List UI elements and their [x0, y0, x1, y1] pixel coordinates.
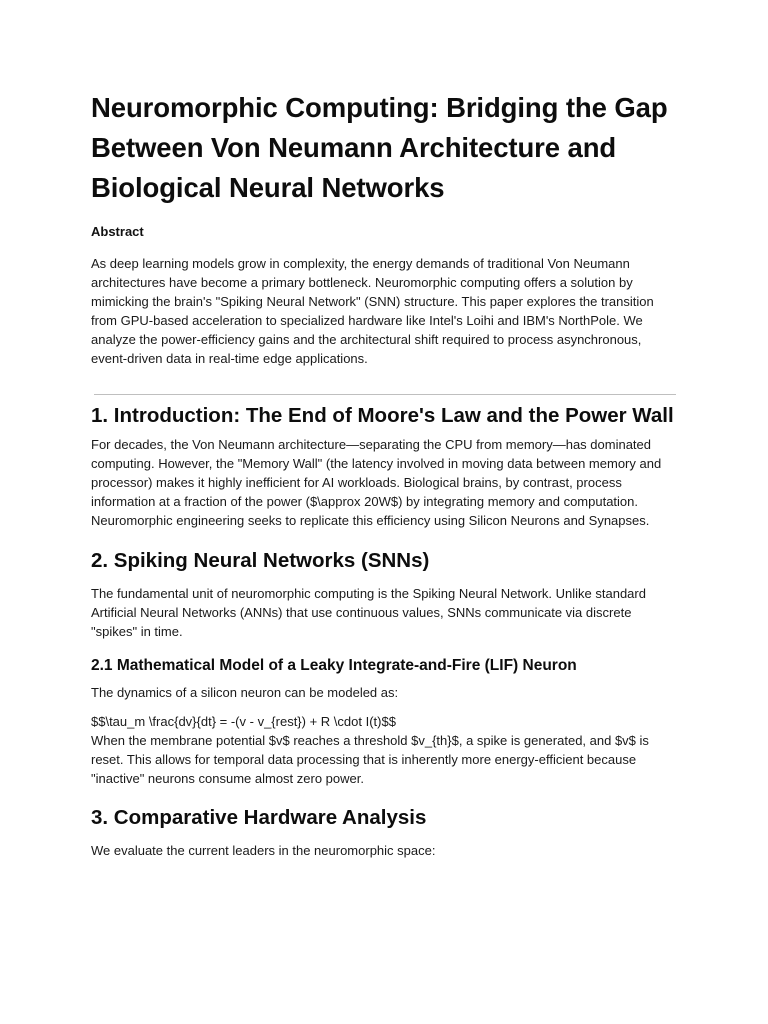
section-divider [94, 394, 676, 395]
section-body-introduction: For decades, the Von Neumann architecture—separating the CPU from memory—has dominated computing. However, the "Memory Wall" (the latency involved in moving data between memory and processor) makes it highly inefficient for AI workloads. Biological brains, by contrast, process information at a fraction of the power ($\approx 20W$) by integrating memory and computation. Neuromorphic engineering seeks to replicate this efficiency using Silicon Neurons and Synapses. [91, 437, 662, 528]
subsection-heading-lif: 2.1 Mathematical Model of a Leaky Integrate-and-Fire (LIF) Neuron [91, 657, 577, 674]
section-heading-hardware: 3. Comparative Hardware Analysis [91, 806, 427, 829]
lif-formula: $$\tau_m \frac{dv}{dt} = -(v - v_{rest}) + R \cdot I(t)$$ [91, 714, 396, 729]
section-heading-snn: 2. Spiking Neural Networks (SNNs) [91, 549, 430, 572]
document-title: Neuromorphic Computing: Bridging the Gap Between Von Neumann Architecture and Biological Neural Networks [91, 92, 668, 203]
section-body-snn: The fundamental unit of neuromorphic computing is the Spiking Neural Network. Unlike standard Artificial Neural Networks (ANNs) that use continuous values, SNNs communicate via discrete "spikes" in time. [91, 586, 646, 639]
subsection-intro-lif: The dynamics of a silicon neuron can be modeled as: [91, 685, 399, 700]
abstract-heading: Abstract [91, 224, 144, 239]
abstract-body: As deep learning models grow in complexity, the energy demands of traditional Von Neumann architectures have become a primary bottleneck. Neuromorphic computing offers a solution by mimicking the brain's "Spiking Neural Network" (SNN) structure. This paper explores the transition from GPU-based acceleration to specialized hardware like Intel's Loihi and IBM's NorthPole. We analyze the power-efficiency gains and the architectural shift required to process asynchronous, event-driven data in real-time edge applications. [91, 256, 654, 366]
subsection-body-lif: When the membrane potential $v$ reaches a threshold $v_{th}$, a spike is generated, and $v$ is reset. This allows for temporal data processing that is inherently more energy-efficient because "inactive" neurons consume almost zero power. [91, 733, 649, 786]
section-heading-introduction: 1. Introduction: The End of Moore's Law and the Power Wall [91, 404, 674, 427]
section-body-hardware: We evaluate the current leaders in the neuromorphic space: [91, 843, 436, 858]
